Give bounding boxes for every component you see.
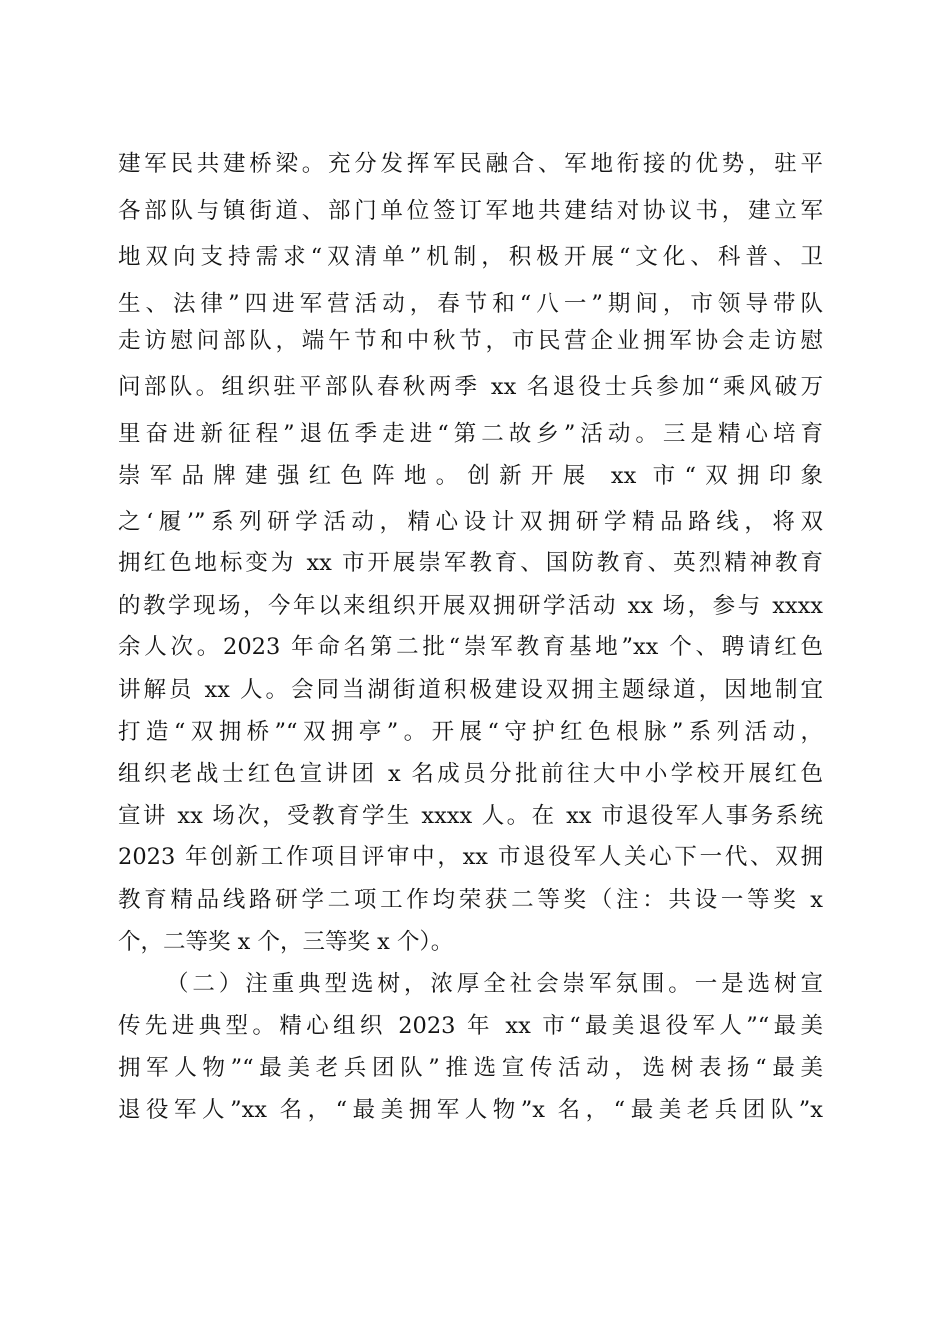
section-heading-line: （二）注重典型选树，浓厚全社会崇军氛围。一是选树宣 — [166, 971, 823, 997]
text-line: 拥红色地标变为 xx 市开展崇军教育、国防教育、英烈精神教育 — [118, 550, 823, 576]
text-line: 个，二等奖 x 个，三等奖 x 个）。 — [118, 929, 454, 955]
text-line: 走访慰问部队，端午节和中秋节，市民营企业拥军协会走访慰 — [118, 328, 823, 354]
text-line: 传先进典型。精心组织 2023 年 xx 市“最美退役军人”“最美 — [118, 1013, 823, 1039]
text-line: 组织老战士红色宣讲团 x 名成员分批前往大中小学校开展红色 — [118, 761, 823, 787]
text-line: 退役军人”xx 名，“最美拥军人物”x 名，“最美老兵团队”x — [118, 1097, 823, 1123]
text-line: 2023 年创新工作项目评审中，xx 市退役军人关心下一代、双拥 — [118, 844, 823, 870]
text-line: 拥军人物”“最美老兵团队”推选宣传活动，选树表扬“最美 — [118, 1055, 823, 1081]
text-line: 宣讲 xx 场次，受教育学生 xxxx 人。在 xx 市退役军人事务系统 — [118, 803, 823, 829]
text-line: 打造“双拥桥”“双拥亭”。开展“守护红色根脉”系列活动， — [118, 719, 823, 745]
text-line: 崇军品牌建强红色阵地。创新开展 xx 市“双拥印象 — [118, 463, 823, 489]
text-line: 教育精品线路研学二项工作均荣获二等奖（注：共设一等奖 x — [118, 887, 823, 913]
text-line: 之‘履’”系列研学活动，精心设计双拥研学精品路线，将双 — [118, 509, 823, 535]
text-line: 建军民共建桥梁。充分发挥军民融合、军地衔接的优势，驻平 — [118, 151, 823, 177]
text-line: 问部队。组织驻平部队春秋两季 xx 名退役士兵参加“乘风破万 — [118, 374, 823, 400]
text-line: 生、法律”四进军营活动，春节和“八一”期间，市领导带队 — [118, 291, 823, 317]
text-line: 地双向支持需求“双清单”机制，积极开展“文化、科普、卫 — [118, 244, 823, 270]
text-line: 讲解员 xx 人。会同当湖街道积极建设双拥主题绿道，因地制宜 — [118, 677, 823, 703]
text-line: 里奋进新征程”退伍季走进“第二故乡”活动。三是精心培育 — [118, 421, 823, 447]
text-line: 各部队与镇街道、部门单位签订军地共建结对协议书，建立军 — [118, 198, 823, 224]
text-line: 的教学现场，今年以来组织开展双拥研学活动 xx 场，参与 xxxx — [118, 593, 823, 619]
text-line: 余人次。2023 年命名第二批“崇军教育基地”xx 个、聘请红色 — [118, 634, 823, 660]
